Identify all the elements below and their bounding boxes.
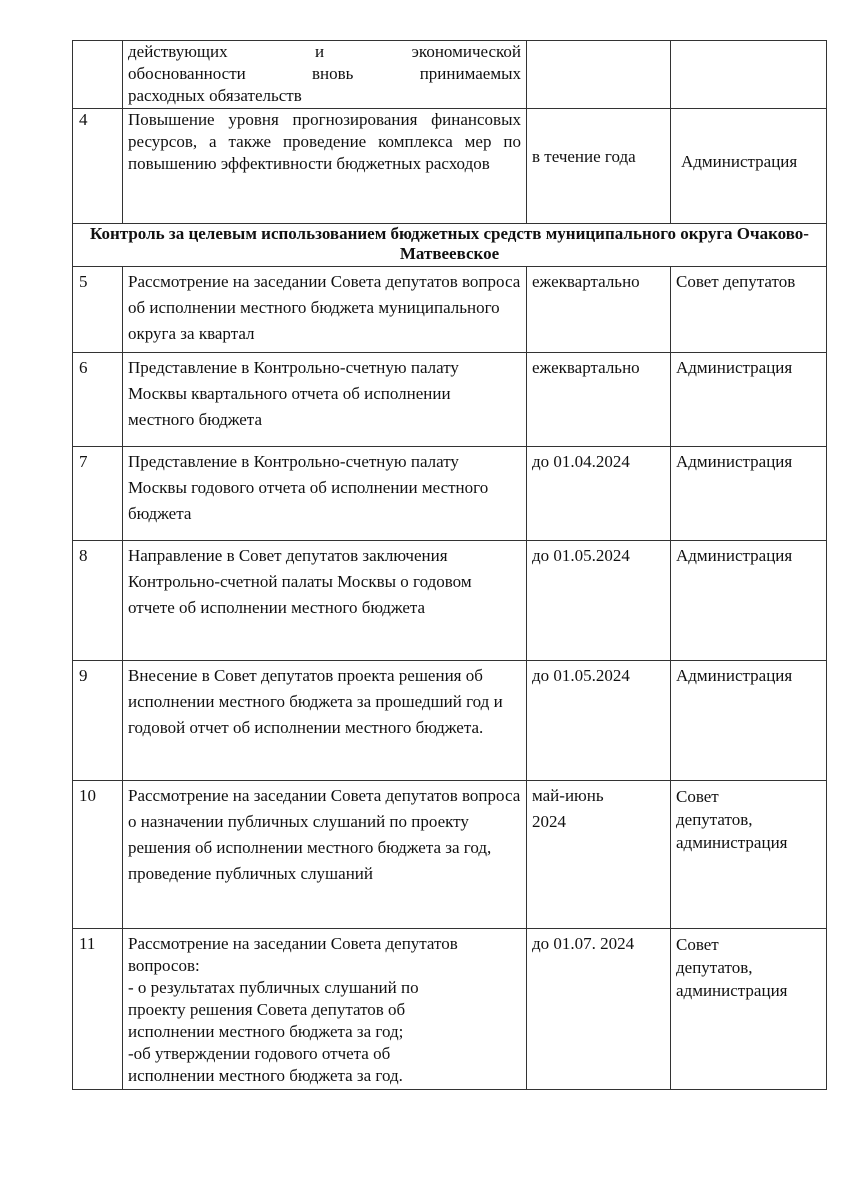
deadline-cell: до 01.05.2024 xyxy=(527,541,671,661)
text-line: обоснованности вновь принимаемых xyxy=(128,64,521,83)
event-text: Представление в Контрольно-счетную палату Москвы квартального отчета об исполнении местного бюджета xyxy=(123,353,527,447)
responsible-line: Совет xyxy=(676,935,719,954)
deadline-cell: ежеквартально xyxy=(527,353,671,447)
responsible-line: депутатов, xyxy=(676,810,753,829)
row-number: 6 xyxy=(73,353,123,447)
section-title: Контроль за целевым использованием бюджетных средств муниципального округа Очаково-Матвеевское xyxy=(73,224,827,267)
row-number xyxy=(73,41,123,109)
table-row xyxy=(73,781,827,929)
text-line: -об утверждении годового отчета об xyxy=(128,1044,391,1063)
responsible-cell xyxy=(671,41,827,109)
table-row xyxy=(73,41,827,109)
deadline-cell: до 01.04.2024 xyxy=(527,447,671,541)
section-header-row xyxy=(73,224,827,267)
event-text: Рассмотрение на заседании Совета депутатов вопроса об исполнении местного бюджета муниципального округа за квартал xyxy=(123,267,527,353)
plan-table xyxy=(72,40,827,1090)
deadline-line: май-июнь xyxy=(532,786,604,805)
responsible-cell: Администрация xyxy=(671,353,827,447)
responsible-cell: Администрация xyxy=(671,447,827,541)
row-number: 11 xyxy=(73,929,123,1090)
text-line: проекту решения Совета депутатов об xyxy=(128,1000,406,1019)
responsible-cell: Совет депутатов xyxy=(671,267,827,353)
table-row xyxy=(73,109,827,224)
deadline-cell: ежеквартально xyxy=(527,267,671,353)
responsible-line: администрация xyxy=(676,981,788,1000)
deadline-cell: до 01.05.2024 xyxy=(527,661,671,781)
table-row xyxy=(73,929,827,1090)
deadline-cell: в течение года xyxy=(527,109,671,224)
event-text: Рассмотрение на заседании Совета депутатов вопроса о назначении публичных слушаний по проекту решения об исполнении местного бюджета за год, проведение публичных слушаний xyxy=(123,781,527,929)
event-text xyxy=(123,41,527,109)
text-line: исполнении местного бюджета за год; xyxy=(128,1022,404,1041)
responsible-line: депутатов, xyxy=(676,958,753,977)
deadline-line: 2024 xyxy=(532,812,566,831)
responsible-cell: Администрация xyxy=(671,109,827,224)
responsible-cell: Администрация xyxy=(671,541,827,661)
row-number: 5 xyxy=(73,267,123,353)
deadline-cell xyxy=(527,781,671,929)
text-line: вопросов: xyxy=(128,956,200,975)
table-row xyxy=(73,541,827,661)
responsible-line: администрация xyxy=(676,833,788,852)
text-line: действующих и экономической xyxy=(128,42,521,61)
row-number: 7 xyxy=(73,447,123,541)
table-row xyxy=(73,661,827,781)
event-text: Повышение уровня прогнозирования финансовых ресурсов, а также проведение комплекса мер по повышению эффективности бюджетных расходов xyxy=(123,109,527,224)
responsible-cell xyxy=(671,929,827,1090)
responsible-cell xyxy=(671,781,827,929)
table-row xyxy=(73,267,827,353)
table-row xyxy=(73,353,827,447)
event-text xyxy=(123,929,527,1090)
text-line: расходных обязательств xyxy=(128,86,302,105)
responsible-cell: Администрация xyxy=(671,661,827,781)
row-number: 9 xyxy=(73,661,123,781)
text-line: исполнении местного бюджета за год. xyxy=(128,1066,403,1085)
text-line: - о результатах публичных слушаний по xyxy=(128,978,419,997)
row-number: 10 xyxy=(73,781,123,929)
deadline-cell xyxy=(527,41,671,109)
deadline-cell: до 01.07. 2024 xyxy=(527,929,671,1090)
responsible-line: Совет xyxy=(676,787,719,806)
row-number: 8 xyxy=(73,541,123,661)
event-text: Направление в Совет депутатов заключения Контрольно-счетной палаты Москвы о годовом отчете об исполнении местного бюджета xyxy=(123,541,527,661)
text-line: Рассмотрение на заседании Совета депутатов xyxy=(128,934,458,953)
event-text: Представление в Контрольно-счетную палату Москвы годового отчета об исполнении местного бюджета xyxy=(123,447,527,541)
event-text: Внесение в Совет депутатов проекта решения об исполнении местного бюджета за прошедший год и годовой отчет об исполнении местного бюджета. xyxy=(123,661,527,781)
table-row xyxy=(73,447,827,541)
row-number: 4 xyxy=(73,109,123,224)
